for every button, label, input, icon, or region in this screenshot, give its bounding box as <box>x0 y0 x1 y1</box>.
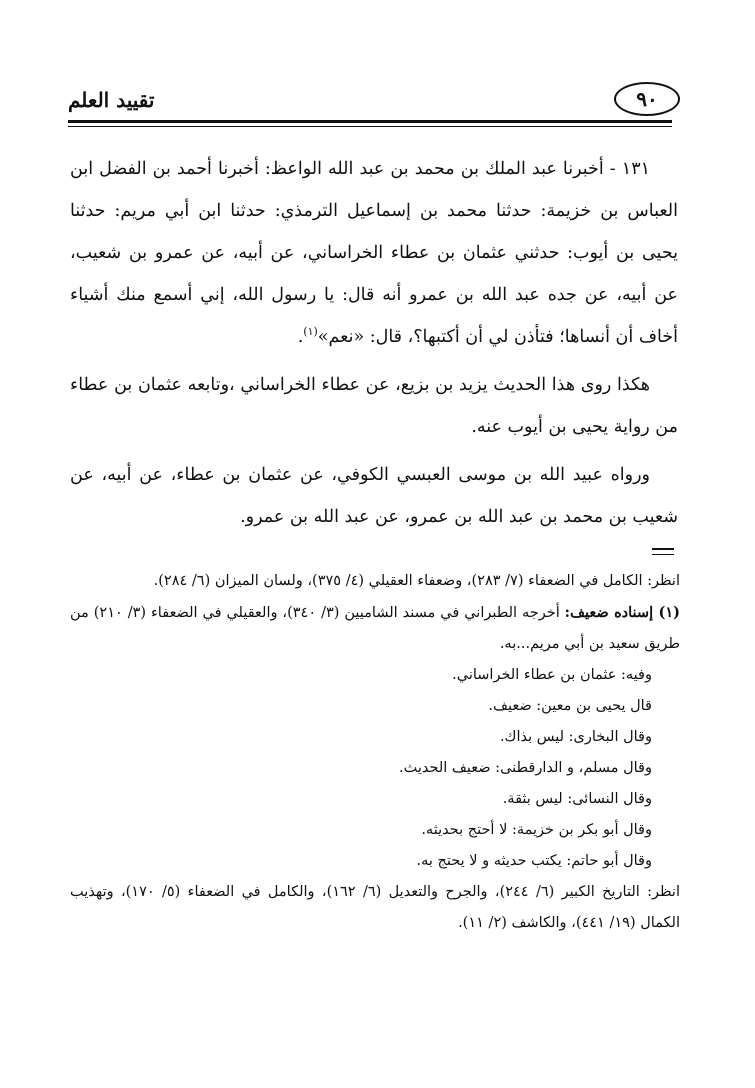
footnote-unnumbered: انظر: الكامل في الضعفاء (٧/ ٢٨٣)، وضعفاء العقيلي (٤/ ٣٧٥)، ولسان الميزان (٦/ ٢٨٤). <box>153 573 680 589</box>
paragraph-alternate-chain: ورواه عبيد الله بن موسى العبسي الكوفي، عن عثمان بن عطاء، عن أبيه، عن شعيب بن محمد بن عبد الله بن عمرو، عن عبد الله بن عمرو. <box>70 465 678 527</box>
footnote-line: قال يحيى بن معين: ضعيف. <box>488 698 652 714</box>
header-rule-thick <box>68 120 672 123</box>
footnote-ref: (١) <box>303 325 318 339</box>
page-number: ٩٠ <box>636 87 658 111</box>
paragraph-hadith-131 <box>70 148 678 358</box>
footnote-line: وقال النسائى: ليس بثقة. <box>502 791 652 807</box>
paragraph-text: ١٣١ - أخبرنا عبد الملك بن محمد بن عبد الله الواعظ: أخبرنا أحمد بن الفضل ابن العباس بن خزيمة: حدثنا محمد بن إسماعيل الترمذي: حدثنا ابن أبي مريم: حدثنا يحيى بن أيوب: حدثني عثمان بن عطاء الخراساني، عن أبيه، عن عمرو بن شعيب، عن أبيه، عن جده عبد الله بن عمرو أنه قال: يا رسول الله، إني أسمع منك أشياء أخاف أن أنساها؛ فتأذن لي أن أكتبها؟، قال: «نعم» <box>70 159 678 347</box>
header-rule-thin <box>68 126 672 127</box>
paragraph-narration: هكذا روى هذا الحديث يزيد بن بزيع، عن عطاء الخراساني ،وتابعه عثمان بن عطاء من رواية يحيى بن أيوب عنه. <box>70 375 678 437</box>
footnote-line: وفيه: عثمان بن عطاء الخراساني. <box>452 667 652 683</box>
paragraph-end: . <box>297 327 304 347</box>
page-number-badge <box>614 82 680 116</box>
main-text <box>70 148 678 538</box>
running-title: تقييد العلم <box>68 88 155 112</box>
footnote-line: وقال أبو بكر بن خزيمة: لا أحتج بحديثه. <box>421 822 652 838</box>
footnote-1-text: أخرجه الطبراني في مسند الشاميين (٣/ ٣٤٠)، والعقيلي في الضعفاء (٣/ ٢١٠) من طريق سعيد بن أبي مريم...به. <box>70 605 680 652</box>
footnote-line: وقال البخارى: ليس بذاك. <box>499 729 652 745</box>
footnote-1 <box>70 597 680 660</box>
page-header <box>68 76 680 124</box>
footnote-1-label: (١) إسناده ضعيف: <box>564 604 681 621</box>
footnotes <box>70 566 680 939</box>
footnote-references: انظر: التاريخ الكبير (٦/ ٢٤٤)، والجرح والتعديل (٦/ ١٦٢)، والكامل في الضعفاء (٥/ ١٧٠)، وتهذيب الكمال (١٩/ ٤٤١)، والكاشف (٢/ ١١). <box>70 884 680 931</box>
footnote-line: وقال أبو حاتم: يكتب حديثه و لا يحتج به. <box>416 853 652 869</box>
footnote-separator <box>652 548 674 559</box>
footnote-line: وقال مسلم، و الدارقطنى: ضعيف الحديث. <box>398 760 652 776</box>
